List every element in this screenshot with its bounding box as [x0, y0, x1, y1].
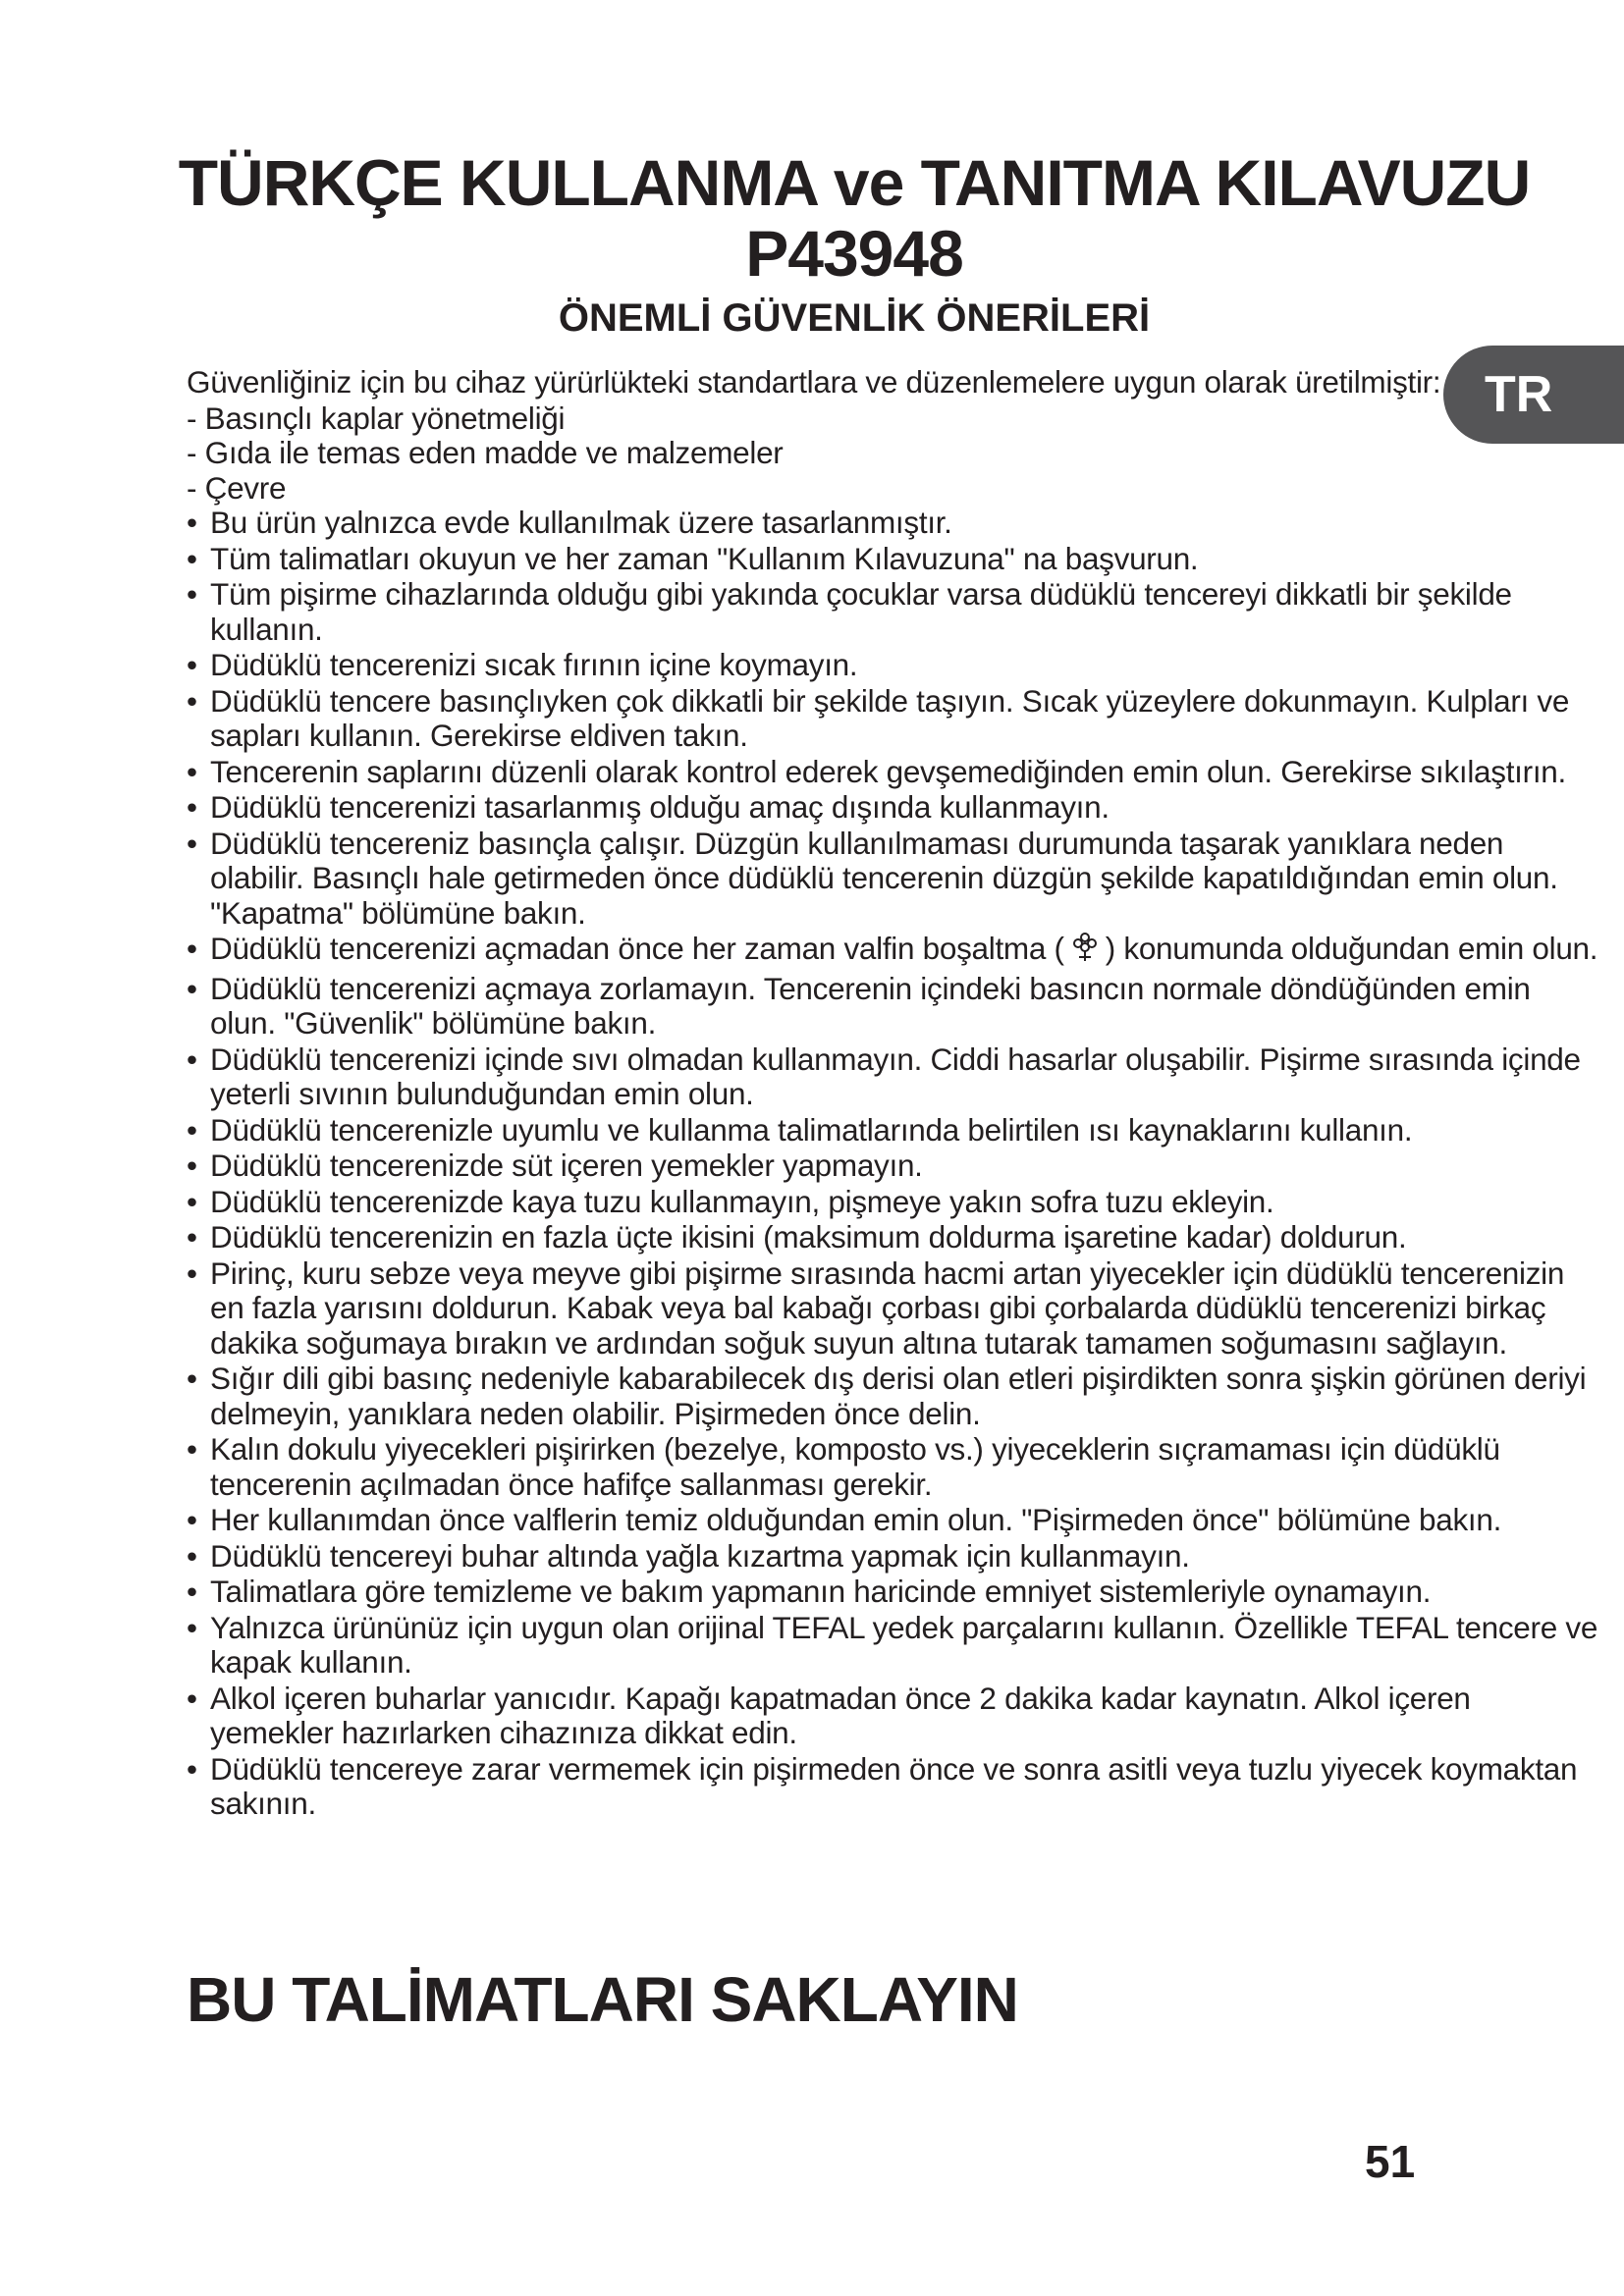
- standard-item: - Çevre: [187, 469, 287, 506]
- safety-bullet: • Tüm talimatları okuyun ve her zaman "Kullanım Kılavuzuna" na başvurun.: [187, 542, 1600, 577]
- intro-paragraph: Güvenliğiniz için bu cihaz yürürlükteki standartlara ve düzenlemelere uygun olarak üretilmiştir:: [187, 364, 1441, 400]
- standard-item: - Basınçlı kaplar yönetmeliği: [187, 400, 566, 436]
- safety-bullet: • Düdüklü tencerenizi içinde sıvı olmadan kullanmayın. Ciddi hasarlar oluşabilir. Pişirme sırasında içinde yeterli sıvının bulunduğundan emin olun.: [187, 1042, 1600, 1112]
- safety-bullet: • Düdüklü tencerenizle uyumlu ve kullanma talimatlarında belirtilen ısı kaynaklarını kullanın.: [187, 1113, 1600, 1148]
- safety-bullet: • Düdüklü tencerenizin en fazla üçte ikisini (maksimum doldurma işaretine kadar) doldurun.: [187, 1220, 1600, 1255]
- safety-bullet: • Pirinç, kuru sebze veya meyve gibi pişirme sırasında hacmi artan yiyecekler için düdüklü tencerenizin en fazla yarısını doldurun. Kabak veya bal kabağı çorbası gibi çorbalarda düdüklü tencerenizi birkaç dakika soğumaya bırakın ve ardından soğuk suyun altına tutarak tamamen soğumasını sağlayın.: [187, 1256, 1600, 1362]
- safety-bullet: • Düdüklü tencereniz basınçla çalışır. Düzgün kullanılmaması durumunda taşarak yanıklara neden olabilir. Basınçlı hale getirmeden önce düdüklü tencerenin düzgün şekilde kapatıldığından emin olun. "Kapatma" bölümüne bakın.: [187, 827, 1600, 932]
- safety-bullet: • Sığır dili gibi basınç nedeniyle kabarabilecek dış derisi olan etleri pişirdikten sonra şişkin görünen deriyi delmeyin, yanıklara neden olabilir. Pişirmeden önce delin.: [187, 1362, 1600, 1431]
- safety-bullet: • Düdüklü tencerenizi açmaya zorlamayın. Tencerenin içindeki basıncın normale döndüğünden emin olun. "Güvenlik" bölümüne bakın.: [187, 972, 1600, 1041]
- safety-bullet: • Düdüklü tencereye zarar vermemek için pişirmeden önce ve sonra asitli veya tuzlu yiyecek koymaktan sakının.: [187, 1752, 1600, 1822]
- language-tab: TR: [1443, 346, 1624, 444]
- safety-bullet: • Alkol içeren buharlar yanıcıdır. Kapağı kapatmadan önce 2 dakika kadar kaynatın. Alkol içeren yemekler hazırlarken cihazınıza dikkat edin.: [187, 1682, 1600, 1751]
- safety-bullet: • Düdüklü tencerenizi sıcak fırının içine koymayın.: [187, 648, 1600, 683]
- safety-bullet: • Düdüklü tencere basınçlıyken çok dikkatli bir şekilde taşıyın. Sıcak yüzeylere dokunmayın. Kulpları ve sapları kullanın. Gerekirse eldiven takın.: [187, 684, 1600, 754]
- safety-bullet: • Düdüklü tencerenizde kaya tuzu kullanmayın, pişmeye yakın sofra tuzu ekleyin.: [187, 1185, 1600, 1220]
- safety-bullet: • Düdüklü tencereyi buhar altında yağla kızartma yapmak için kullanmayın.: [187, 1539, 1600, 1575]
- safety-bullet: • Yalnızca ürününüz için uygun olan orijinal TEFAL yedek parçalarını kullanın. Özellikle TEFAL tencere ve kapak kullanın.: [187, 1611, 1600, 1681]
- page-number: 51: [1365, 2136, 1416, 2187]
- valve-text-before: Düdüklü tencerenizi açmadan önce her zaman valfin boşaltma (: [210, 931, 1064, 966]
- section-title: ÖNEMLİ GÜVENLİK ÖNERİLERİ: [558, 296, 1151, 340]
- safety-bullet: • Talimatlara göre temizleme ve bakım yapmanın haricinde emniyet sistemleriyle oynamayın.: [187, 1575, 1600, 1610]
- safety-bullet: • Bu ürün yalnızca evde kullanılmak üzere tasarlanmıştır.: [187, 506, 1600, 541]
- safety-bullet: • Düdüklü tencerenizi tasarlanmış olduğu amaç dışında kullanmayın.: [187, 790, 1600, 826]
- safety-bullet: • Düdüklü tencerenizde süt içeren yemekler yapmayın.: [187, 1148, 1600, 1184]
- document-title: [0, 147, 1624, 289]
- safety-bullet: • Kalın dokulu yiyecekleri pişirirken (bezelye, komposto vs.) yiyeceklerin sıçramaması için düdüklü tencerenin açılmadan önce hafifçe sallanması gerekir.: [187, 1432, 1600, 1502]
- safety-content: [187, 365, 1600, 1823]
- safety-bullet: • Tüm pişirme cihazlarında olduğu gibi yakında çocuklar varsa düdüklü tencereyi dikkatli bir şekilde kullanın.: [187, 577, 1600, 647]
- safety-bullet-valve: [187, 932, 1600, 971]
- title-line-1: TÜRKÇE KULLANMA ve TANITMA KILAVUZU: [178, 146, 1531, 219]
- valve-text-after: ) konumunda olduğundan emin olun.: [1105, 931, 1598, 966]
- safety-bullet: • Tencerenin saplarını düzenli olarak kontrol ederek gevşemediğinden emin olun. Gerekirse sıkılaştırın.: [187, 755, 1600, 790]
- safety-bullet: • Her kullanımdan önce valflerin temiz olduğundan emin olun. "Pişirmeden önce" bölümüne bakın.: [187, 1503, 1600, 1538]
- title-line-2: P43948: [745, 217, 963, 290]
- standard-item: - Gıda ile temas eden madde ve malzemeler: [187, 435, 784, 470]
- steam-release-icon: [1070, 932, 1100, 971]
- save-instructions-notice: BU TALİMATLARI SAKLAYIN: [187, 1964, 1018, 2035]
